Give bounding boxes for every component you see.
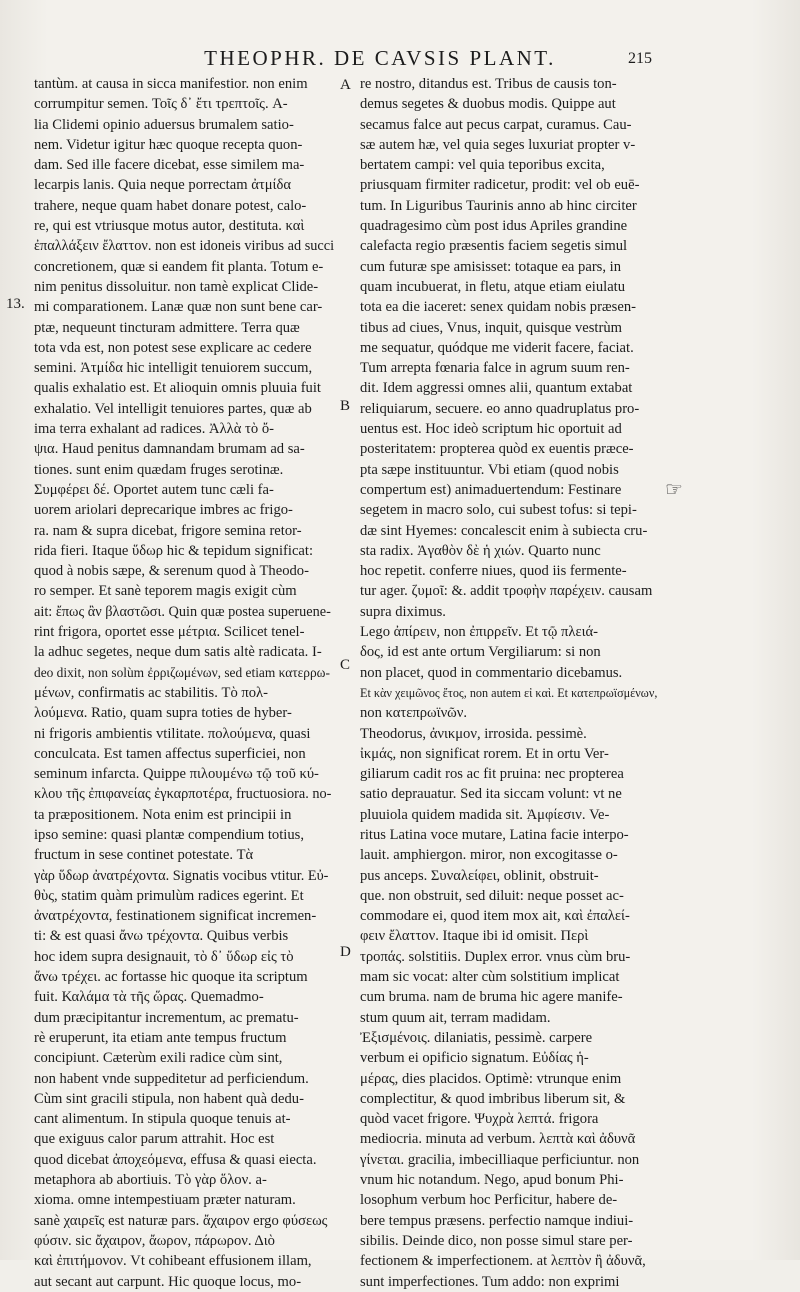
right-column-line: fectionem & imperfectionem. at λεπτὸν ἢ ἀδυνᾶ, bbox=[360, 1253, 646, 1270]
right-column-line: Tum arrepta fœnaria falce in agrum suum ren- bbox=[360, 360, 630, 377]
right-column-line: lauit. amphiergon. miror, non excogitasse o- bbox=[360, 847, 618, 864]
right-column-line: tur ager. ζυμοῖ: &. addit τροφὴν παρέχειν. causam bbox=[360, 583, 653, 600]
left-column-line: hoc idem supra designauit, τὸ δ᾽ ὕδωρ εἰς τὸ bbox=[34, 948, 294, 965]
left-column-line: φύσιν. sic ἄχαιρον, ἄωρον, πάρωρον. Διὸ bbox=[34, 1232, 275, 1249]
left-column-line: rè eruperunt, ita etiam ante tempus fructum bbox=[34, 1029, 287, 1046]
left-column-line: ἀνατρέχοντα, festinationem significat incremen- bbox=[34, 908, 317, 925]
left-column-line: θὺς, statim quàm primulùm radices egerint. Et bbox=[34, 887, 304, 904]
right-column-line: posteritatem: propterea quòd ex euentis præce- bbox=[360, 441, 634, 458]
left-column-line: concipiunt. Cæterùm exili radice cùm sint, bbox=[34, 1050, 283, 1067]
left-column-line: re, qui est vtriusque motus autor, destituta. καὶ bbox=[34, 218, 305, 235]
left-column-line: deo dixit, non solùm ἐρριζωμένων, sed etiam κατερρω- bbox=[34, 664, 330, 680]
left-column-line: lecarpis lanis. Quia neque porrectam ἀτμίδα bbox=[34, 177, 291, 194]
left-column-line: uorem ariolari deprecarique imbres ac frigo- bbox=[34, 502, 293, 519]
left-column-line: μένων, confirmatis ac stabilitis. Τὸ πολ- bbox=[34, 684, 268, 701]
right-column-line: quadragesimo cùm post idus Apriles grandine bbox=[360, 218, 628, 235]
right-column-line: segetem in macro solo, cui subest tofus: si tepi- bbox=[360, 502, 637, 519]
right-column-line: verbum ei opificio signatum. Εὐδίας ἡ- bbox=[360, 1050, 589, 1067]
left-column-line: lia Clidemi opinio aduersus brumalem satio- bbox=[34, 116, 294, 133]
right-column-line: φειν ἔλαττον. Itaque ibi id omisit. Περὶ bbox=[360, 928, 589, 945]
left-column-line: quod dicebat ἀποχεόμενα, effusa & quasi eiecta. bbox=[34, 1151, 317, 1168]
left-column-line: quod à nobis sæpe, & serenum quod à Theodo- bbox=[34, 563, 309, 580]
left-column-line: ait: ἔπως ἂν βλαστῶσι. Quin quæ postea superuene- bbox=[34, 603, 331, 620]
section-letter-a: A bbox=[340, 77, 351, 93]
right-column-line: δος, id est ante ortum Vergiliarum: si non bbox=[360, 644, 601, 661]
left-column-line: ro semper. Et sanè teporem magis exigit cùm bbox=[34, 583, 297, 600]
right-column-line: sæ autem hæ, vel quia seges luxuriat propter v- bbox=[360, 136, 636, 153]
left-column-line: tantùm. at causa in sicca manifestior. non enim bbox=[34, 76, 308, 92]
left-column-line: ἄνω τρέχει. ac fortasse hic quoque ita scriptum bbox=[34, 969, 308, 986]
left-column-line: sanè χαιρεῖς est naturæ pars. ἄχαιρον ergo φύσεως bbox=[34, 1212, 328, 1229]
left-column-line: fructum in sese continet potestate. Τὰ bbox=[34, 847, 254, 864]
right-column-line: pta sæpe instituuntur. Vbi etiam (quod nobis bbox=[360, 461, 619, 478]
right-column-line: supra diximus. bbox=[360, 603, 446, 620]
section-letter-d: D bbox=[340, 944, 351, 960]
left-column-line: ptæ, nequeunt tincturam admittere. Terra quæ bbox=[34, 319, 300, 336]
running-head: THEOPHR. DE CAVSIS PLANT. bbox=[204, 46, 556, 70]
right-column-line: cum futuræ spe amisisset: totaque ea pars, in bbox=[360, 258, 622, 275]
left-column-line: corrumpitur semen. Τοῖς δ᾽ ἔτι τρεπτοῖς. A- bbox=[34, 96, 288, 113]
left-column-line: nim penitus dissoluitur. non tamè explicat Clide- bbox=[34, 278, 319, 295]
section-letter-b: B bbox=[340, 398, 351, 414]
left-column-line: fuit. Καλάμα τὰ τῆς ὥρας. Quemadmo- bbox=[34, 989, 264, 1006]
right-column-line: re nostro, ditandus est. Tribus de causis ton- bbox=[360, 76, 617, 92]
left-column-line: tiones. sunt enim quædam fruges serotinæ. bbox=[34, 461, 284, 478]
right-column-line: mediocria. minuta ad verbum. λεπτὰ καὶ ἀδυνᾶ bbox=[360, 1131, 636, 1148]
right-column-line: Theodorus, ἀνικμον, irrosida. pessimè. bbox=[360, 725, 587, 742]
right-column-line: stum quum ait, terram madidam. bbox=[360, 1009, 551, 1026]
left-column-line: dum præcipitantur incrementum, ac prematu- bbox=[34, 1009, 299, 1026]
right-column-line: reliquiarum, secuere. eo anno quadruplatus pro- bbox=[360, 400, 640, 417]
left-column-line: dam. Sed ille facere dicebat, esse similem ma- bbox=[34, 157, 305, 174]
right-column-line: satio deprauatur. Sed ita siccam volunt: vt ne bbox=[360, 786, 622, 803]
right-column-line: Lego ἀπίρειν, non ἐπιρρεῖν. Et τῷ πλειά- bbox=[360, 624, 599, 641]
left-column-line: qualis exhalatio est. Et alioquin omnis pluuia fuit bbox=[34, 380, 321, 397]
right-column-line: giliarum cadit ros ac fit pruina: nec propterea bbox=[360, 766, 624, 783]
section-letter-c: C bbox=[340, 657, 351, 673]
left-column-line: rint frigora, oportet esse μέτρια. Scilicet tenel- bbox=[34, 624, 305, 641]
right-column-line: cum bruma. nam de bruma hic agere manife- bbox=[360, 989, 623, 1006]
left-column-line: nem. Videtur igitur hæc quoque recepta quon- bbox=[34, 136, 303, 153]
left-column-line: ψια. Haud penitus damnandam brumam ad sa- bbox=[34, 441, 305, 458]
left-column-line: aut secant aut carpunt. Hic quoque locus, mo- bbox=[34, 1273, 302, 1290]
right-column-line: tum. In Liguribus Taurinis anno ab hinc circiter bbox=[360, 197, 637, 214]
left-column-line: mi comparationem. Lanæ quæ non sunt bene car- bbox=[34, 299, 323, 316]
left-column-line: Cùm sint gracili stipula, non habent quà dedu- bbox=[34, 1090, 304, 1107]
left-column-line: concretionem, quæ si eandem fit planta. Totum e- bbox=[34, 258, 324, 275]
right-column-line: losophum verbum hoc Perficitur, habere de- bbox=[360, 1192, 618, 1209]
right-column-line: Ἐξισμένοις. dilaniatis, pessimè. carpere bbox=[360, 1029, 593, 1046]
left-column-line: ἐπαλλάξειν ἔλαττον. non est idoneis viribus ad succi bbox=[34, 238, 334, 255]
right-column-line: Et κὰν χειμῶνος ἔτος, non autem εἰ καὶ. Et κατεπρωϊσμένων, bbox=[360, 685, 658, 700]
left-column-line: semini. Ἀτμίδα hic intelligit tenuiorem succum, bbox=[34, 360, 313, 377]
page-number: 215 bbox=[628, 50, 652, 67]
right-column-line: sta radix. Ἀγαθὸν δὲ ἡ χιών. Quarto nunc bbox=[360, 542, 601, 559]
right-column-line: vnum hic notandum. Nego, apud bonum Phi- bbox=[360, 1172, 624, 1189]
right-column-line: ritus Latina voce mutare, Latina facie interpo- bbox=[360, 826, 629, 843]
left-column-line: seminum infarcta. Quippe πιλουμένω τῷ τοῦ κύ- bbox=[34, 766, 319, 783]
right-column-line: quam incubuerat, in fletu, atque etiam eiulatu bbox=[360, 278, 626, 295]
left-column-line: κλου τῆς ἐπιφανείας ἐγκαρποτέρα, fructuosiora. no- bbox=[34, 786, 332, 803]
left-column-line: cant alimentum. In stipula quoque tenuis at- bbox=[34, 1111, 291, 1128]
right-column-line: me sequatur, quódque me viderit facere, faciat. bbox=[360, 339, 634, 356]
right-column-line: que. non obstruit, sed diluit: neque posset ac- bbox=[360, 887, 624, 904]
right-column-line: mam sic vocat: alter cùm solstitium implicat bbox=[360, 969, 620, 986]
left-column-line: xioma. omne intempestiuam præter naturam. bbox=[34, 1192, 296, 1209]
left-column-line: la adhuc segetes, neque dum satis altè radicata. I- bbox=[34, 644, 322, 661]
left-column-line: rida fieri. Itaque ὕδωρ hic & tepidum significat: bbox=[34, 542, 314, 559]
right-column-line: quòd vacet frigore. Ψυχρὰ λεπτά. frigora bbox=[360, 1111, 599, 1128]
right-column-line: tibus ad ciues, Vnus, inquit, quisque vestrùm bbox=[360, 319, 622, 336]
left-column-line: ipso semine: quasi plantæ compendium totius, bbox=[34, 826, 304, 843]
left-column-line: ima terra exhalant ad radices. Ἀλλὰ τὸ ὄ- bbox=[34, 421, 274, 438]
left-column-line: trahere, neque quam habet donare potest, calo- bbox=[34, 197, 307, 214]
right-column-line: dæ sint Hyemes: concalescit enim à subiecta cru- bbox=[360, 522, 648, 539]
right-column-line: tota ea die iaceret: senex quidam nobis præsen- bbox=[360, 299, 636, 316]
right-column-line: dit. Idem aggressi omnes alii, quantum extabat bbox=[360, 380, 633, 397]
left-column-line: γὰρ ὕδωρ ἀνατρέχοντα. Signatis vocibus vtitur. Εὐ- bbox=[34, 867, 329, 884]
right-column-line: calefacta regio præsentis faciem segetis simul bbox=[360, 238, 628, 255]
left-column-line: καὶ ἐπιτήμονον. Vt cohibeant effusionem illam, bbox=[34, 1253, 312, 1270]
right-column-line: demus segetes & duobus modis. Quippe aut bbox=[360, 96, 616, 113]
right-column-line: secamus falce aut pecus carpat, curamus. Cau- bbox=[360, 116, 632, 133]
right-column-line: sibilis. Deinde dico, non posse simul stare per- bbox=[360, 1232, 633, 1249]
left-column-line: conculcata. Est tamen affectus superficiei, non bbox=[34, 745, 306, 762]
right-column-line: hoc repetit. conferre niues, quod iis fermente- bbox=[360, 563, 627, 580]
left-column-line: non habent vnde suppeditetur ad perficiendum. bbox=[34, 1070, 309, 1087]
left-column-line: exhalatio. Vel intelligit tenuiores partes, quæ ab bbox=[34, 400, 312, 417]
left-column-line: Συμφέρει δέ. Oportet autem tunc cæli fa- bbox=[34, 481, 274, 498]
right-column-line: non κατεπρωϊνῶν. bbox=[360, 705, 468, 722]
right-column-line: non placet, quod in commentario dicebamus. bbox=[360, 664, 623, 681]
right-column-line: complectitur, & quod imbribus liberum sit, & bbox=[360, 1090, 626, 1107]
left-column-line: ta præpositionem. Nota enim est principii in bbox=[34, 806, 292, 823]
right-column-line: τροπάς. solstitiis. Duplex error. vnus cùm bru- bbox=[360, 948, 631, 965]
right-column-line: priusquam firmiter radicetur, prodit: vel ob euē- bbox=[360, 177, 640, 194]
right-column-line: ἰκμάς, non significat rorem. Et in ortu Ver- bbox=[360, 745, 609, 762]
right-column-line: uentus est. Hoc ideò scriptum hic oportuit ad bbox=[360, 421, 622, 438]
left-column bbox=[34, 74, 334, 1292]
left-column-line: ti: & est quasi ἄνω τρέχοντα. Quibus verbis bbox=[34, 928, 289, 945]
right-column-line: pus anceps. Συναλείφει, oblinit, obstruit- bbox=[360, 867, 599, 884]
left-column-line: λούμενα. Ratio, quam supra toties de hyber- bbox=[34, 705, 292, 722]
left-column-line: ni frigoris ambientis vtilitate. πολούμενα, quasi bbox=[34, 725, 311, 742]
left-column-line: ra. nam & supra dicebat, frigore semina retor- bbox=[34, 522, 302, 539]
right-column-line: sunt imperfectiones. Tum addo: non exprimi bbox=[360, 1273, 620, 1290]
left-column-line: metaphora ab abortiuis. Τὸ γὰρ ὅλον. a- bbox=[34, 1172, 267, 1189]
right-column-line: compertum est) animaduertendum: Festinare bbox=[360, 481, 622, 498]
right-column-line: bertatem campi: vel quia teporibus excita, bbox=[360, 157, 605, 174]
right-column-line: bere tempus præsens. perfectio namque indiui- bbox=[360, 1212, 634, 1229]
pointing-hand-icon: ☞ bbox=[665, 479, 683, 501]
left-column-line: que exiguus calor parum attrahit. Hoc est bbox=[34, 1131, 275, 1148]
margin-note-number: 13. bbox=[6, 296, 25, 312]
right-column-line: μέρας, dies placidos. Optimè: vtrunque enim bbox=[360, 1070, 622, 1087]
right-column bbox=[360, 74, 660, 1292]
right-column-line: γίνεται. gracilia, imbecilliaque perficiuntur. non bbox=[360, 1151, 640, 1168]
left-column-line: tota vda est, non potest sese explicare ac cedere bbox=[34, 339, 312, 356]
right-column-line: pluuiola quidem madida sit. Ἀμφίεσιν. Ve- bbox=[360, 806, 610, 823]
right-column-line: commodare ei, quod item mox ait, καὶ ἐπαλεί- bbox=[360, 908, 630, 925]
